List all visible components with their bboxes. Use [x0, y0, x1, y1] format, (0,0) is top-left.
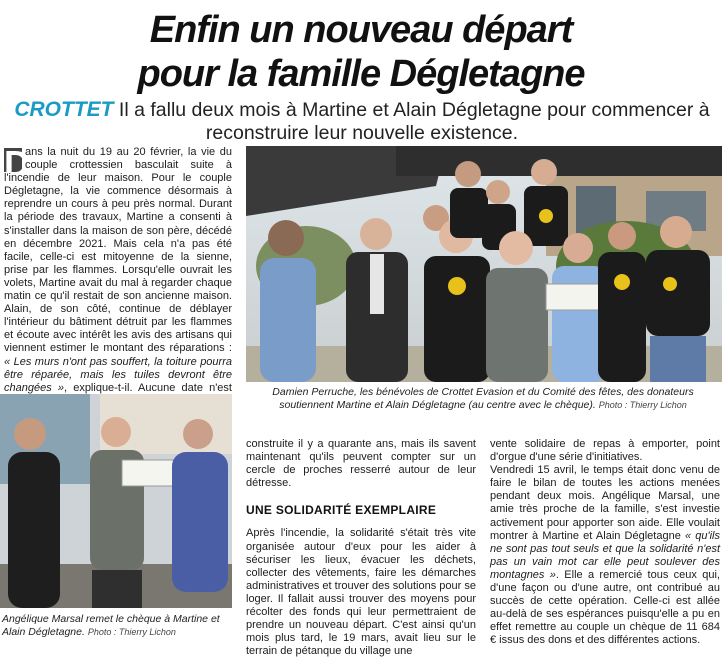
- main-photo: [246, 146, 722, 382]
- cheque-handover-illustration: [0, 394, 232, 608]
- section-subhead: UNE SOLIDARITÉ EXEMPLAIRE: [246, 503, 437, 518]
- small-photo-caption: [2, 613, 232, 639]
- column-2-body: Après l'incendie, la solidarité s'était très vite organisée autour d'eux pour les aider à sécuriser les lieux, évacuer les déchets, collecter des vêtements, faire les démarches administratives et trouver des solutions pour se loger. Il fallait aussi trouver des moyens pour récolter des fonds qui leur permettraient de prendre un nouveau départ. C'est ainsi qu'un mois plus tard, le 19 mars, avait lieu sur le terrain de pétanque du village une: [246, 527, 476, 658]
- headline-line-2: pour la famille Dégletagne: [137, 53, 585, 95]
- main-photo-caption: [246, 386, 720, 412]
- column-2-top: construite il y a quarante ans, mais ils savent maintenant qu'ils peuvent compter sur un cercle de proches resserré autour de leur détresse.: [246, 438, 476, 490]
- cheque: [546, 284, 602, 310]
- small-photo-credit: Photo : Thierry Lichon: [87, 627, 176, 637]
- standfirst: [6, 98, 718, 145]
- main-photo-credit: Photo : Thierry Lichon: [598, 400, 687, 410]
- headline-line-1: Enfin un nouveau départ: [149, 9, 573, 51]
- article-column-1: [4, 143, 232, 394]
- main-caption-text: Damien Perruche, les bénévoles de Crottet Evasion et du Comité des fêtes, des donateurs soutiennent Martine et Alain Dégletagne (au centre avec le chèque).: [272, 386, 694, 411]
- column-3-text-a: Vendredi 15 avril, le temps était donc venu de faire le bilan de toutes les actions menées pendant deux mois. Angélique Marsal, une amie très proche de la famille, s'est investie activement pour apporter son aide. Elle voulait montrer à Martine et Alain Dégletagne: [490, 464, 720, 542]
- dropcap: D: [4, 143, 30, 184]
- cheque: [122, 460, 174, 486]
- small-photo: [0, 394, 232, 608]
- column-3-text-b: . Elle a remercié tous ceux qui, d'une façon ou d'une autre, ont contribué au succès de cette opération. Celle-ci est allée au-delà de ses espérances puisqu'elle a pu en effet remettre au couple un chèque de 11 684 € issus des dons et des différentes actions.: [490, 568, 720, 647]
- group-photo-illustration: [246, 146, 722, 382]
- column-1-quote: « Les murs n'ont pas souffert, la toiture pourra être réparée, mais les tuiles devront être changées »: [4, 355, 232, 394]
- column-3-quote: « qu'ils ne sont pas tout seuls et que la solidarité n'est pas un vain mot car elle peut soulever des montagnes »: [490, 529, 720, 581]
- column-1-end: , explique-t-il. Aucune date n'est: [63, 381, 232, 394]
- small-caption-text: Angélique Marsal remet le chèque à Martine et Alain Dégletagne.: [2, 613, 220, 638]
- column-3-top: vente solidaire de repas à emporter, point d'orgue d'une série d'initiatives.: [490, 438, 720, 464]
- article-column-2: [246, 438, 476, 658]
- location-kicker: CROTTET: [14, 98, 114, 121]
- article-column-3: [490, 438, 720, 647]
- headline: [0, 8, 722, 96]
- standfirst-text: Il a fallu deux mois à Martine et Alain Dégletagne pour commencer à reconstruire leur nouvelle existence.: [118, 99, 710, 144]
- column-1-text: ans la nuit du 19 au 20 février, la vie du couple crottessien basculait suite à l'incendie de leur maison. Pour le couple Dégletagne, la vie commence désormais à reprendre un cours à peu près normal. Durant la période des travaux, Martine a consenti à s'installer dans la maison de son père, décédé en décembre 2021. Mais cela n'a pas été facile, celle-ci est mitoyenne de la sienne, prise par les flammes. Lorsqu'elle ouvrait les volets, Martine avait du mal à regarder chaque matin ce qu'il restait de son ancienne maison. Alain, de son côté, continue de déblayer l'intérieur du bâtiment détruit par les flammes et écoute avec intérêt les avis des artisans qui viennent estimer le montant des réparations :: [4, 146, 232, 355]
